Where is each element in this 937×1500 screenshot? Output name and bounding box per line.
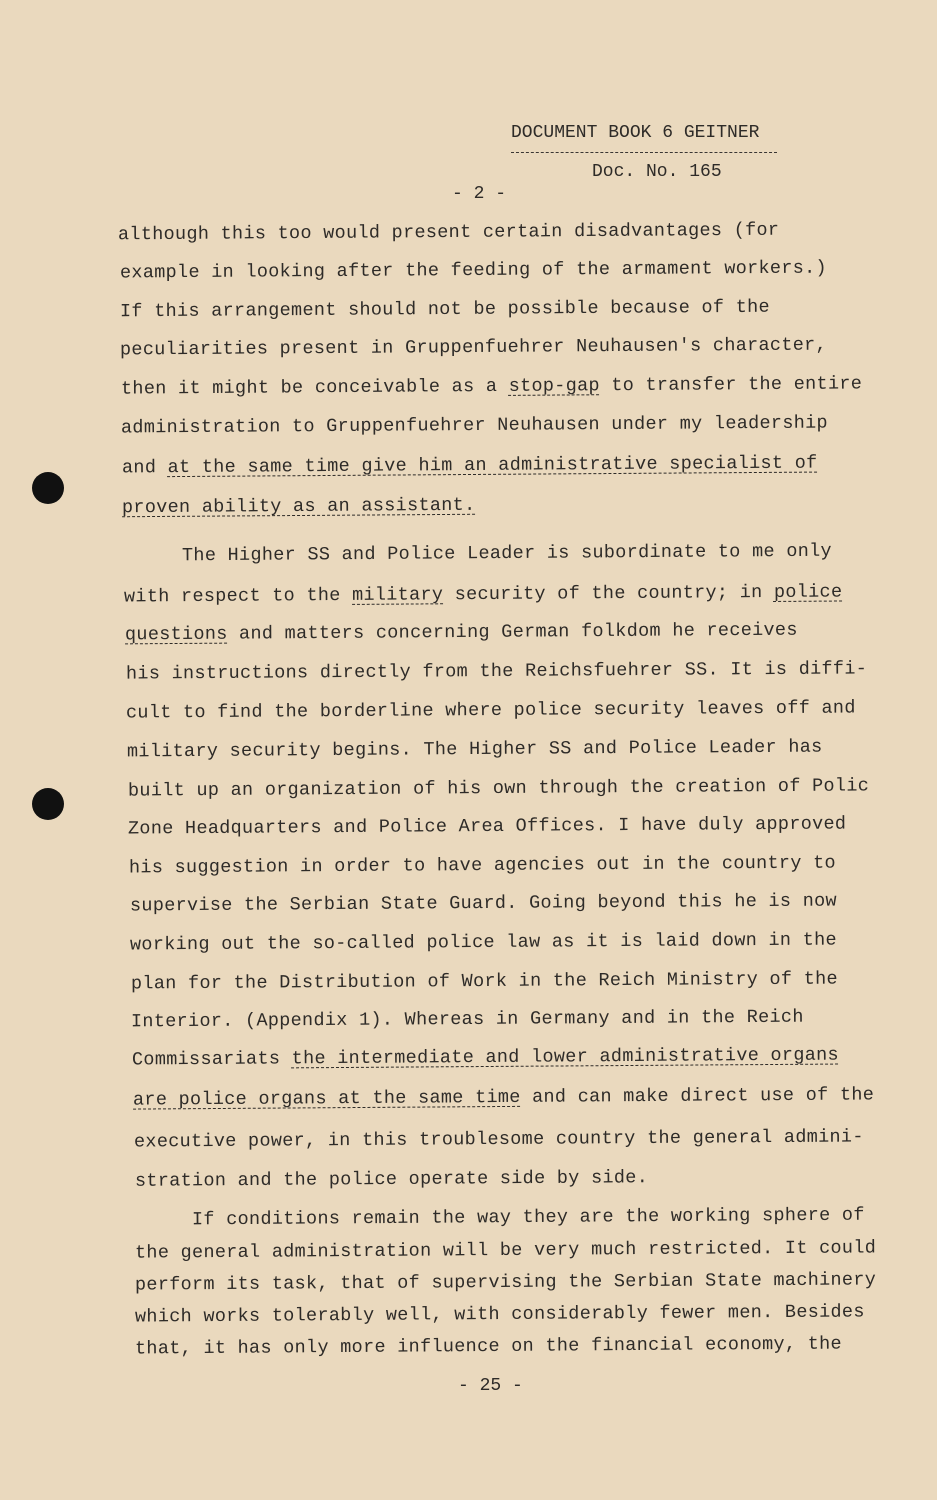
doc-number: Doc. No. 165	[592, 162, 722, 182]
punch-hole-lower	[32, 788, 64, 820]
text-line	[121, 494, 476, 519]
text-line: If conditions remain the way they are the working sphere of	[191, 1204, 865, 1231]
text-segment: then it might be conceivable as a	[120, 375, 509, 400]
text-line: supervise the Serbian State Guard. Going beyond this he is now	[129, 890, 837, 917]
underlined-phrase: are police organs at the same time	[132, 1086, 521, 1111]
text-line: Zone Headquarters and Police Area Offices. I have duly approved	[127, 813, 847, 840]
text-line: perform its task, that of supervising the Serbian State machinery	[134, 1269, 877, 1296]
text-line	[124, 583, 842, 607]
underlined-phrase: police	[773, 581, 843, 603]
text-line	[133, 1086, 874, 1110]
text-line: his instructions directly from the Reichsfuehrer SS. It is diffi-	[125, 658, 868, 685]
text-segment: to transfer the entire	[599, 373, 863, 397]
text-line: which works tolerably well, with considerably fewer men. Besides	[134, 1301, 865, 1328]
text-line: although this too would present certain disadvantages (for	[117, 219, 780, 246]
text-line: the general administration will be very much restricted. It could	[134, 1237, 877, 1264]
underlined-phrase: the intermediate and lower administrative organs	[291, 1044, 839, 1070]
underlined-phrase: military	[351, 584, 444, 606]
text-line	[131, 1044, 839, 1071]
underlined-phrase: questions	[124, 623, 228, 646]
text-segment: and	[121, 457, 168, 479]
text-line: that, it has only more influence on the financial economy, the	[134, 1333, 842, 1360]
underlined-phrase: stop-gap	[508, 375, 600, 397]
text-line: administration to Gruppenfuehrer Neuhausen under my leadership	[120, 412, 828, 439]
text-line	[124, 619, 798, 646]
text-line: his suggestion in order to have agencies out in the country to	[128, 852, 836, 879]
text-line: executive power, in this troublesome country the general admini-	[133, 1126, 864, 1153]
text-segment: security of the country; in	[443, 581, 774, 606]
text-segment: with respect to the	[123, 584, 353, 608]
document-book-label: DOCUMENT BOOK 6 GEITNER	[511, 123, 760, 143]
page-marker-bottom: - 25 -	[458, 1376, 523, 1396]
text-line: example in looking after the feeding of the armament workers.)	[119, 257, 827, 284]
text-line: The Higher SS and Police Leader is subordinate to me only	[181, 540, 832, 567]
text-line: stration and the police operate side by side.	[134, 1167, 649, 1192]
header-underline	[511, 152, 777, 153]
text-segment: Commissariats	[131, 1048, 292, 1071]
underlined-phrase: proven ability as an assistant.	[121, 494, 476, 519]
underlined-phrase: at the same time give him an administrative specialist of	[167, 452, 818, 479]
text-line	[121, 375, 862, 399]
text-line: peculiarities present in Gruppenfuehrer Neuhausen's character,	[119, 334, 827, 361]
text-line: military security begins. The Higher SS and Police Leader has	[126, 736, 823, 763]
text-line: Interior. (Appendix 1). Whereas in Germany and in the Reich	[130, 1006, 804, 1033]
text-line: If this arrangement should not be possible because of the	[119, 296, 770, 323]
text-line: built up an organization of his own through the creation of Polic	[127, 775, 870, 802]
text-line: plan for the Distribution of Work in the Reich Ministry of the	[130, 968, 838, 995]
text-line	[121, 452, 818, 479]
punch-hole-upper	[32, 472, 64, 504]
text-segment: and matters concerning German folkdom he receives	[227, 619, 798, 645]
text-line: working out the so-called police law as it is laid down in the	[129, 929, 837, 956]
page-marker-top: - 2 -	[452, 184, 507, 204]
text-segment: and can make direct use of the	[520, 1084, 875, 1108]
text-line: cult to find the borderline where police security leaves off and	[125, 697, 856, 724]
